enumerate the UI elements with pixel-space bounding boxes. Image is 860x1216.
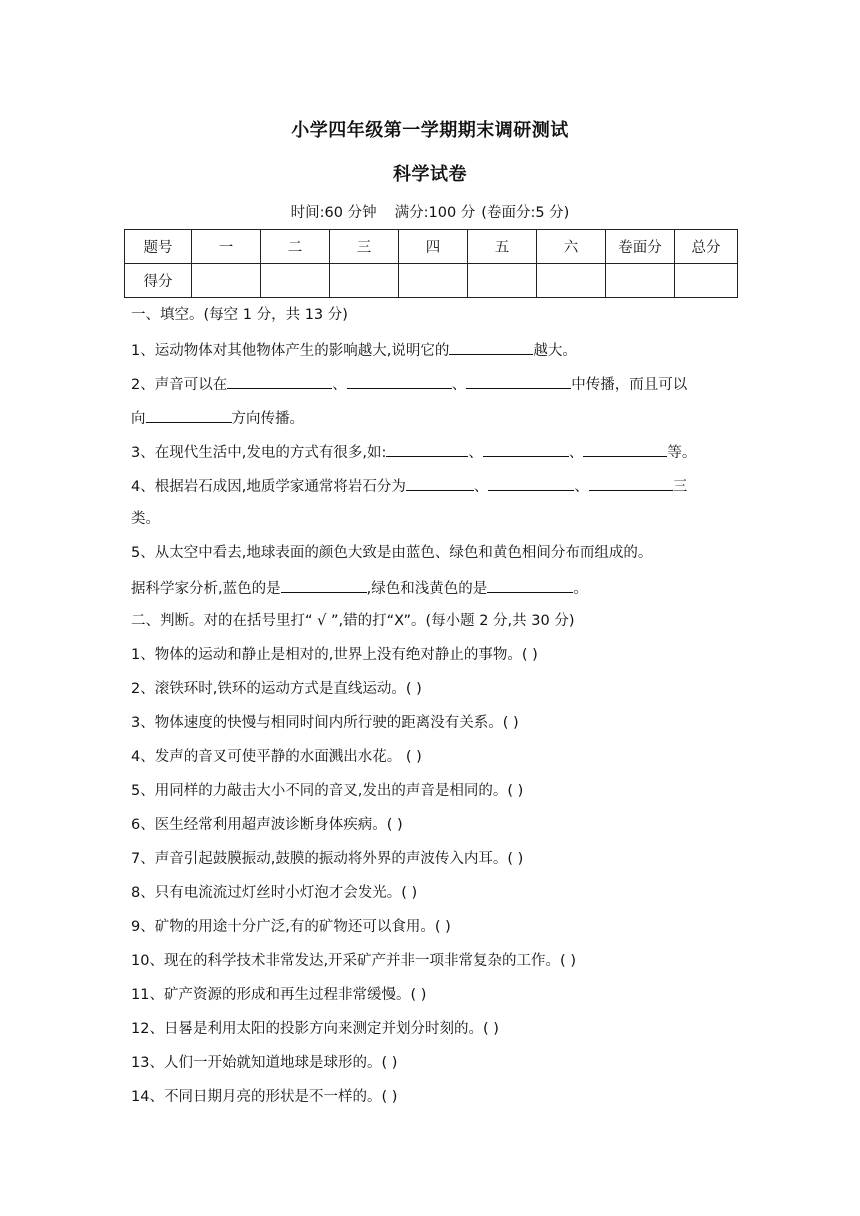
question-text: 越大。 bbox=[533, 343, 577, 359]
score-table-header-cell: 三 bbox=[330, 230, 399, 264]
answer-blank[interactable] bbox=[281, 577, 367, 593]
score-table-header-cell: 卷面分 bbox=[606, 230, 675, 264]
fill-question-2-cont bbox=[131, 407, 304, 429]
question-text: 3、在现代生活中,发电的方式有很多,如: bbox=[131, 445, 387, 461]
score-row-label: 得分 bbox=[125, 264, 192, 298]
question-text: 4、根据岩石成因,地质学家通常将岩石分为 bbox=[131, 479, 406, 495]
score-cell[interactable] bbox=[606, 264, 675, 298]
exam-meta bbox=[0, 201, 860, 222]
judge-question-3: 3、物体速度的快慢与相同时间内所行驶的距离没有关系。( ) bbox=[131, 715, 519, 731]
exam-subtitle: 科学试卷 bbox=[393, 164, 467, 185]
exam-full-score: 满分:100 分 bbox=[394, 205, 476, 221]
answer-blank[interactable] bbox=[483, 441, 569, 457]
answer-blank[interactable] bbox=[589, 475, 673, 491]
answer-blank[interactable] bbox=[449, 339, 533, 355]
answer-blank[interactable] bbox=[406, 475, 474, 491]
answer-blank[interactable] bbox=[583, 441, 667, 457]
question-text: 方向传播。 bbox=[231, 411, 304, 427]
judge-question-10: 10、现在的科学技术非常发达,开采矿产并非一项非常复杂的工作。( ) bbox=[131, 953, 576, 969]
score-cell[interactable] bbox=[468, 264, 537, 298]
score-cell[interactable] bbox=[192, 264, 261, 298]
judge-question-4: 4、发声的音叉可使平静的水面溅出水花。 ( ) bbox=[131, 749, 422, 765]
fill-question-4-cont: 类。 bbox=[131, 511, 160, 527]
score-table-header-cell: 二 bbox=[261, 230, 330, 264]
score-cell[interactable] bbox=[330, 264, 399, 298]
separator: 、 bbox=[332, 377, 347, 393]
judge-question-1: 1、物体的运动和静止是相对的,世界上没有绝对静止的事物。( ) bbox=[131, 647, 538, 663]
score-table-header-cell: 一 bbox=[192, 230, 261, 264]
exam-title: 小学四年级第一学期期末调研测试 bbox=[291, 120, 569, 141]
judge-question-14: 14、不同日期月亮的形状是不一样的。( ) bbox=[131, 1089, 398, 1105]
separator: 、 bbox=[574, 479, 589, 495]
separator: 、 bbox=[473, 479, 489, 495]
answer-blank[interactable] bbox=[487, 577, 573, 593]
judge-question-12: 12、日晷是利用太阳的投影方向来测定并划分时刻的。( ) bbox=[131, 1021, 499, 1037]
answer-blank[interactable] bbox=[466, 373, 571, 389]
judge-question-13: 13、人们一开始就知道地球是球形的。( ) bbox=[131, 1055, 398, 1071]
question-text: 。 bbox=[573, 581, 588, 597]
fill-question-3 bbox=[131, 441, 696, 463]
answer-blank[interactable] bbox=[227, 373, 332, 389]
question-text: 中传播，而且可以 bbox=[571, 377, 688, 393]
score-table-header-cell: 四 bbox=[399, 230, 468, 264]
fill-question-5-cont bbox=[131, 577, 588, 599]
score-cell[interactable] bbox=[399, 264, 468, 298]
separator: 、 bbox=[468, 445, 483, 461]
question-text: 1、运动物体对其他物体产生的影响越大,说明它的 bbox=[131, 343, 450, 359]
judge-question-8: 8、只有电流流过灯丝时小灯泡才会发光。( ) bbox=[131, 885, 418, 901]
score-cell[interactable] bbox=[537, 264, 606, 298]
fill-question-2 bbox=[131, 373, 687, 395]
question-text: 三 bbox=[672, 479, 688, 495]
score-cell[interactable] bbox=[675, 264, 738, 298]
section2-heading: 二、判断。对的在括号里打“ √ ”,错的打“X”。(每小题 2 分,共 30 分) bbox=[131, 613, 575, 629]
score-table bbox=[124, 229, 738, 298]
score-table-score-row bbox=[125, 264, 738, 298]
fill-question-1 bbox=[131, 339, 577, 361]
answer-blank[interactable] bbox=[386, 441, 468, 457]
score-table-header-cell: 六 bbox=[537, 230, 606, 264]
answer-blank[interactable] bbox=[347, 373, 452, 389]
exam-neatness-score: (卷面分:5 分) bbox=[481, 205, 570, 221]
fill-question-5: 5、从太空中看去,地球表面的颜色大致是由蓝色、绿色和黄色相间分布而组成的。 bbox=[131, 545, 653, 561]
judge-question-11: 11、矿产资源的形成和再生过程非常缓慢。( ) bbox=[131, 987, 427, 1003]
answer-blank[interactable] bbox=[488, 475, 574, 491]
question-text: 向 bbox=[131, 411, 146, 427]
separator: 、 bbox=[451, 377, 467, 393]
section1-heading: 一、填空。(每空 1 分，共 13 分) bbox=[131, 307, 348, 323]
question-text: ,绿色和浅黄色的是 bbox=[366, 581, 488, 597]
score-table-header-cell: 总分 bbox=[675, 230, 738, 264]
score-table-header-row bbox=[125, 230, 738, 264]
judge-question-9: 9、矿物的用途十分广泛,有的矿物还可以食用。( ) bbox=[131, 919, 451, 935]
score-cell[interactable] bbox=[261, 264, 330, 298]
fill-question-4 bbox=[131, 475, 687, 497]
score-table-header-cell: 题号 bbox=[125, 230, 192, 264]
judge-question-7: 7、声音引起鼓膜振动,鼓膜的振动将外界的声波传入内耳。( ) bbox=[131, 851, 524, 867]
judge-question-6: 6、医生经常利用超声波诊断身体疾病。( ) bbox=[131, 817, 403, 833]
question-text: 等。 bbox=[667, 445, 697, 461]
separator: 、 bbox=[568, 445, 584, 461]
judge-question-5: 5、用同样的力敲击大小不同的音叉,发出的声音是相同的。( ) bbox=[131, 783, 524, 799]
exam-time: 时间:60 分钟 bbox=[290, 205, 377, 221]
question-text: 2、声音可以在 bbox=[131, 377, 228, 393]
answer-blank[interactable] bbox=[146, 407, 232, 423]
score-table-header-cell: 五 bbox=[468, 230, 537, 264]
question-text: 据科学家分析,蓝色的是 bbox=[131, 581, 281, 597]
judge-question-2: 2、滚铁环时,铁环的运动方式是直线运动。( ) bbox=[131, 681, 422, 697]
